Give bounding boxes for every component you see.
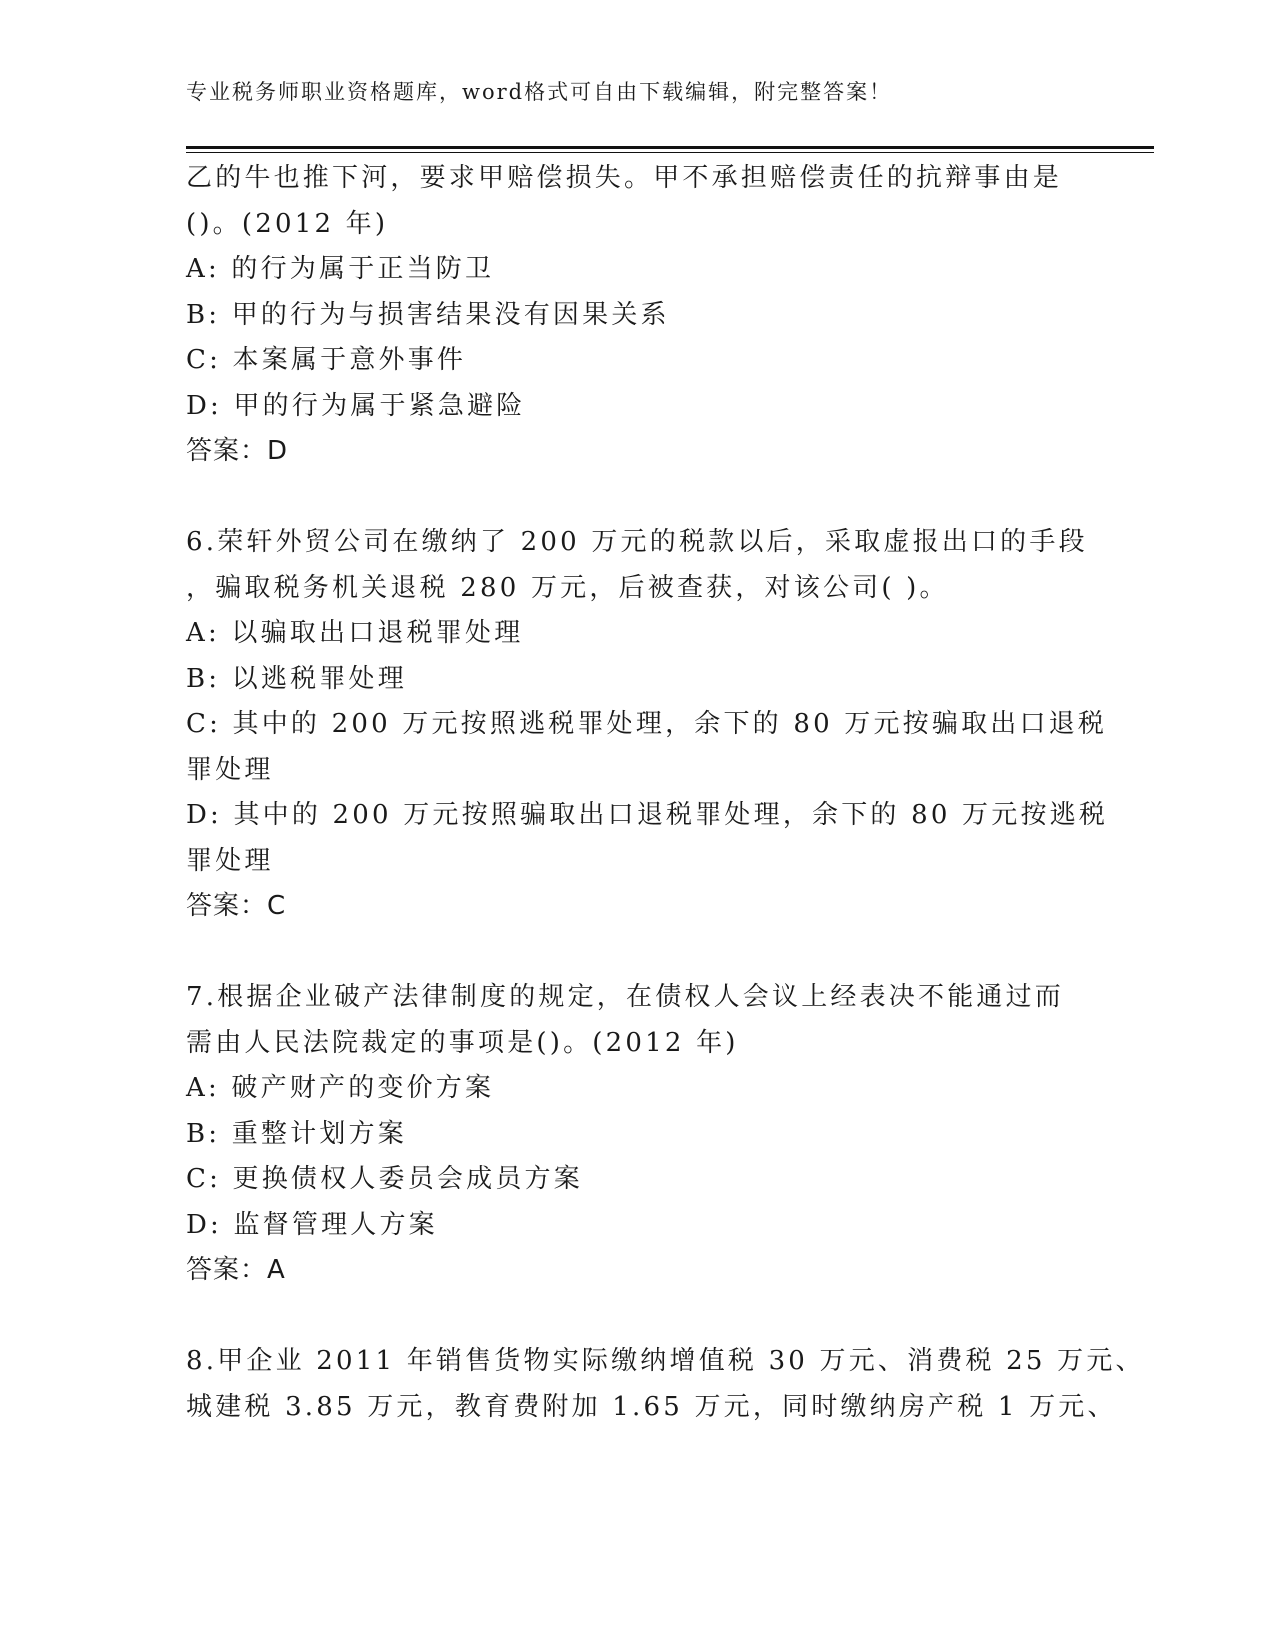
option-b: B: 以逃税罪处理	[186, 663, 407, 694]
option-c: C: 其中的 200 万元按照逃税罪处理，余下的 80 万元按骗取出口退税	[186, 709, 1108, 739]
answer: 答案：C	[186, 891, 287, 921]
page-header: 专业税务师职业资格题库，word格式可自由下载编辑，附完整答案！	[186, 80, 893, 104]
question-7	[186, 975, 1086, 1294]
option-c-continued: 罪处理	[186, 754, 274, 785]
spacer	[186, 1294, 1086, 1340]
header-divider-thin	[186, 152, 1154, 153]
spacer	[186, 930, 1086, 976]
option-d: D: 甲的行为属于紧急避险	[186, 390, 526, 421]
option-d-continued: 罪处理	[186, 845, 274, 876]
option-a: A: 的行为属于正当防卫	[186, 254, 495, 284]
question-6	[186, 520, 1109, 930]
spacer	[186, 475, 1086, 521]
question-8	[186, 1339, 1145, 1430]
question-text: ()。(2012 年)	[186, 208, 389, 239]
question-text: 乙的牛也推下河，要求甲赔偿损失。甲不承担赔偿责任的抗辩事由是	[186, 163, 1063, 193]
document-body	[186, 156, 1145, 1430]
question-text: 需由人民法院裁定的事项是()。(2012 年)	[186, 1027, 739, 1058]
option-c: C: 更换债权人委员会成员方案	[186, 1164, 583, 1194]
option-a: A: 破产财产的变价方案	[186, 1073, 495, 1103]
answer: 答案：D	[186, 436, 289, 466]
question-5	[186, 156, 1086, 475]
option-d: D: 监督管理人方案	[186, 1209, 438, 1240]
question-text: 6.荣轩外贸公司在缴纳了 200 万元的税款以后，采取虚报出口的手段	[186, 527, 1088, 557]
option-d: D: 其中的 200 万元按照骗取出口退税罪处理，余下的 80 万元按逃税	[186, 800, 1109, 830]
question-text: ，骗取税务机关退税 280 万元，后被查获，对该公司( )。	[186, 572, 949, 603]
option-b: B: 重整计划方案	[186, 1118, 407, 1149]
option-a: A: 以骗取出口退税罪处理	[186, 618, 524, 648]
header-divider-thick	[186, 146, 1154, 149]
question-text: 8.甲企业 2011 年销售货物实际缴纳增值税 30 万元、消费税 25 万元、	[186, 1346, 1145, 1376]
option-c: C: 本案属于意外事件	[186, 345, 467, 375]
answer: 答案：A	[186, 1255, 286, 1285]
question-text: 7.根据企业破产法律制度的规定，在债权人会议上经表决不能通过而	[186, 982, 1065, 1012]
option-b: B: 甲的行为与损害结果没有因果关系	[186, 299, 670, 330]
question-text: 城建税 3.85 万元，教育费附加 1.65 万元，同时缴纳房产税 1 万元、	[186, 1391, 1117, 1422]
